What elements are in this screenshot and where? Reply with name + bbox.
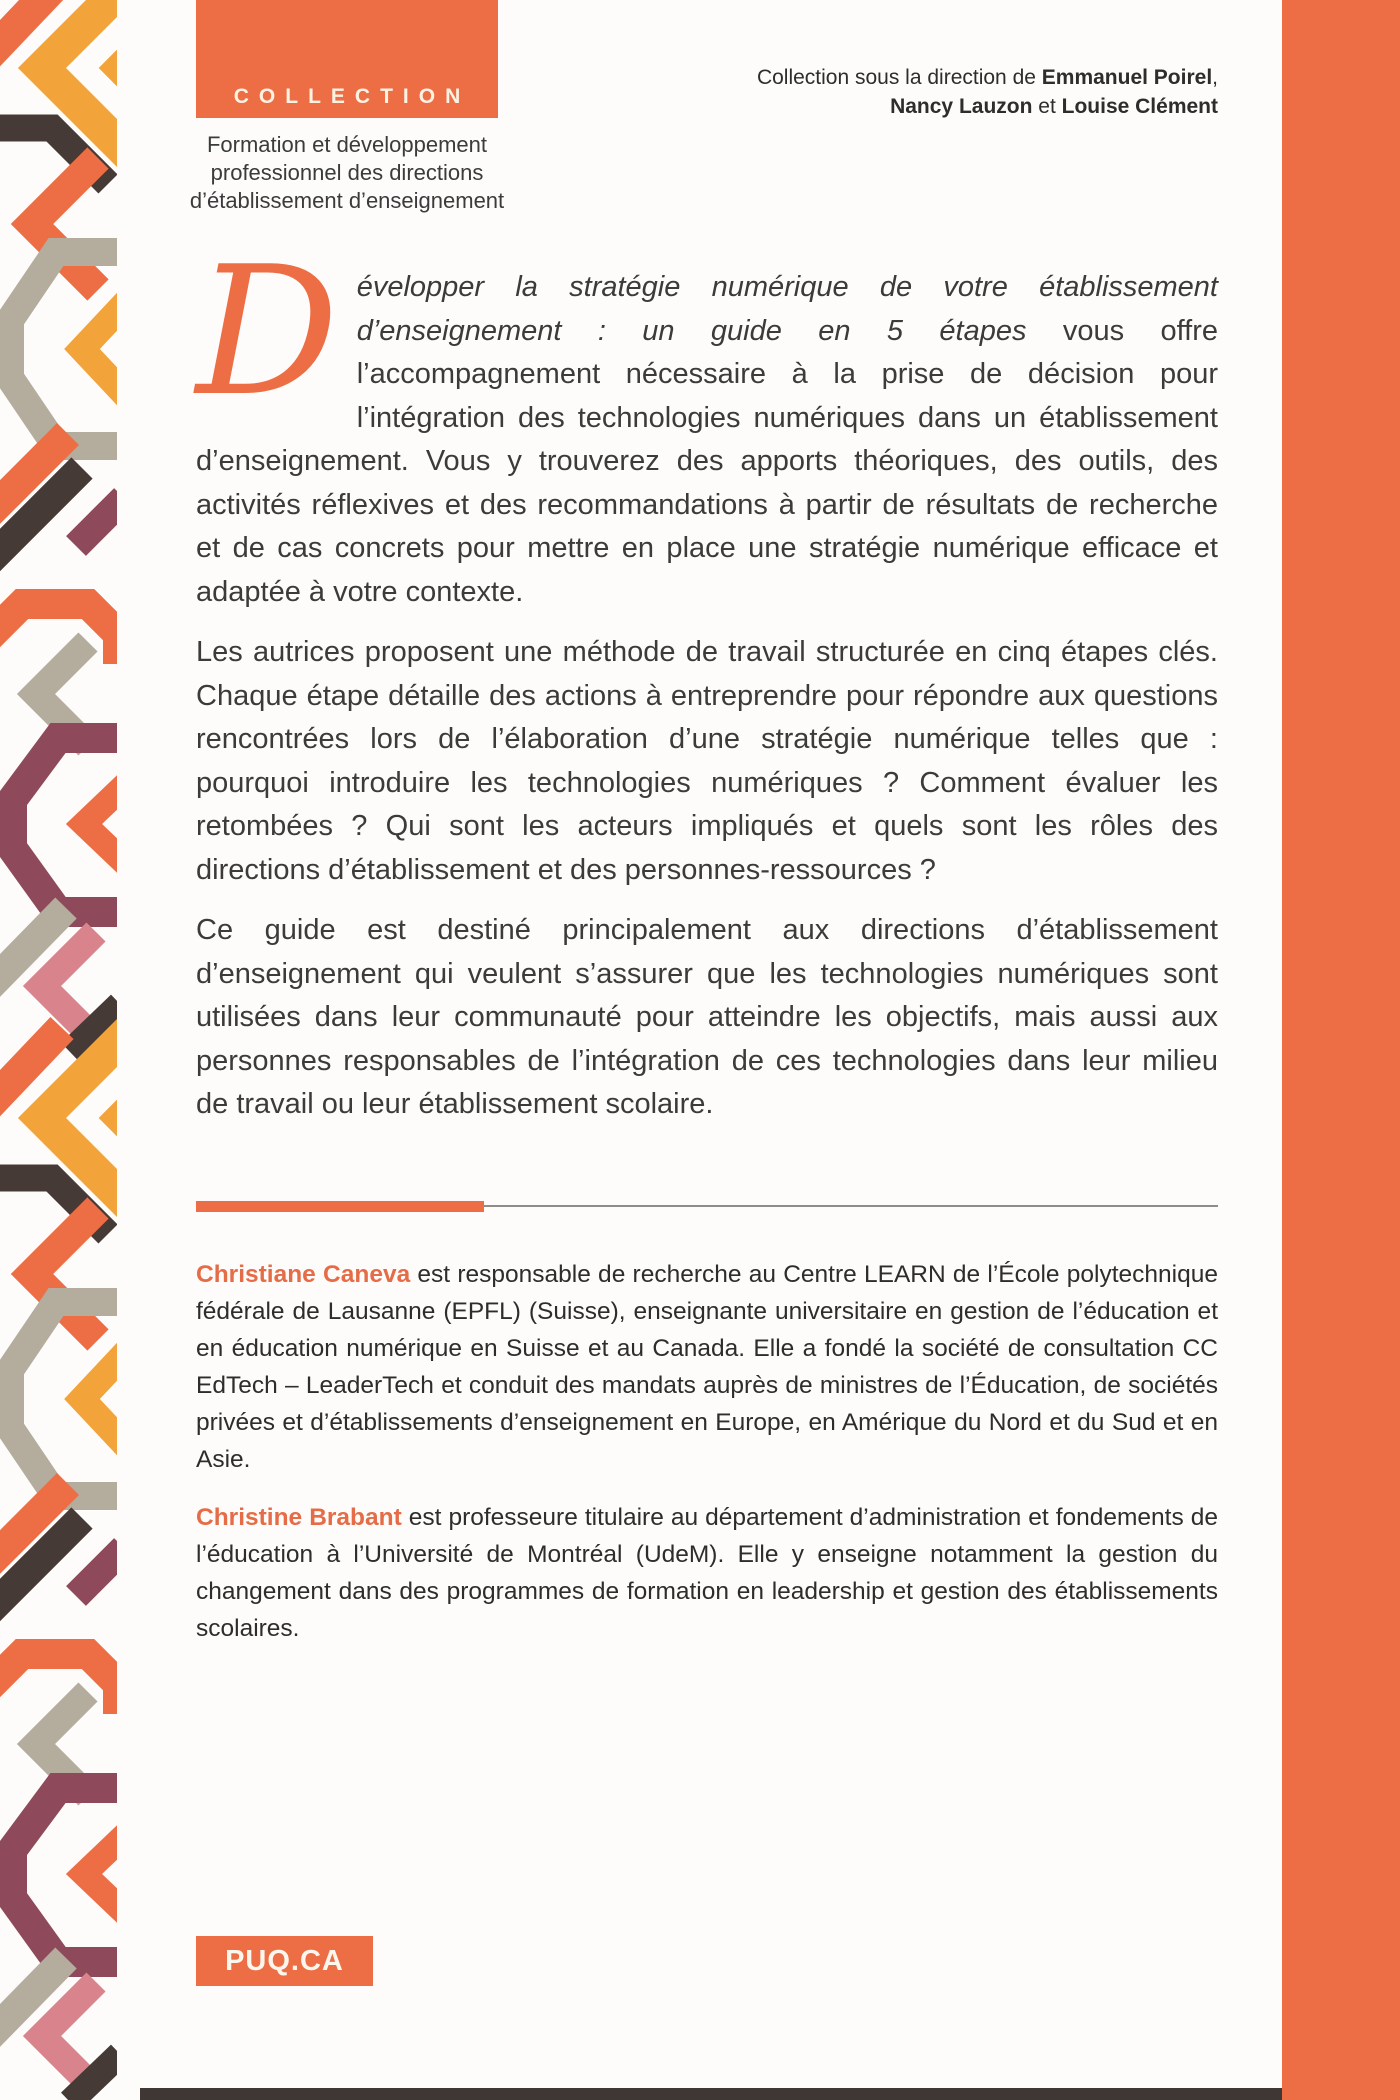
collection-badge-label: COLLECTION	[233, 85, 471, 108]
director-name: Louise Clément	[1061, 95, 1218, 118]
collection-name-line: d’établissement d’enseignement	[189, 188, 505, 213]
collection-directors	[518, 63, 1218, 121]
directors-separator: ,	[1212, 66, 1218, 89]
author-bio-text: est responsable de recherche au Centre LEARN de l’École polytechnique fédérale de Lausanne (EPFL) (Suisse), enseignante universitaire en gestion de l’éducation et en éducation numérique en Suisse et au Canada. Elle a fondé la société de consultation CC EdTech – LeaderTech et conduit des mandats auprès de ministres de l’Éducation, de sociétés privées et d’établissements d’enseignement en Europe, en Amérique du Nord et du Sud et en Asie.	[196, 1261, 1218, 1473]
author-name: Christiane Caneva	[196, 1261, 411, 1288]
directors-separator: et	[1032, 95, 1062, 118]
author-bios	[196, 1256, 1218, 1668]
directors-prefix: Collection sous la direction de	[756, 66, 1042, 89]
synopsis	[196, 228, 1218, 1144]
collection-name	[176, 131, 518, 215]
hexagon-pattern-decoration	[0, 0, 117, 2100]
collection-name-line: professionnel des directions	[210, 160, 484, 185]
divider-orange-segment	[196, 1201, 484, 1212]
synopsis-paragraph-3: Ce guide est destiné principalement aux directions d’établissement d’enseignement qui veulent s’assurer que les technologies numériques sont utilisées dans leur communauté pour atteindre les objectifs, mais aussi aux personnes responsables de l’intégration de ces technologies dans leur milieu de travail ou leur établissement scolaire.	[196, 914, 1218, 1120]
synopsis-paragraph-1	[196, 228, 1218, 614]
author-bio-text: est professeure titulaire au département d’administration et fondements de l’éducation à l’Université de Montréal (UdeM). Elle y enseigne notamment la gestion du changement dans des programmes de formation en leadership et gestion des établissements scolaires.	[196, 1504, 1218, 1642]
book-title: évelopper la stratégie numérique de votre établissement d’enseignement : un guide en 5 étapes	[356, 271, 1218, 347]
collection-directors-line2	[518, 92, 1218, 121]
bottom-accent-strip	[140, 2088, 1282, 2100]
divider-rule	[484, 1205, 1218, 1207]
collection-badge	[196, 0, 498, 118]
dropcap-letter: D	[196, 228, 339, 435]
collection-directors-line1	[518, 63, 1218, 92]
publisher-site-label: PUQ.CA	[225, 1944, 344, 1977]
author-bio	[196, 1499, 1218, 1647]
director-name: Nancy Lauzon	[890, 95, 1033, 118]
collection-name-line: Formation et développement	[206, 132, 488, 157]
author-bio	[196, 1256, 1218, 1478]
publisher-site-badge	[196, 1936, 373, 1986]
synopsis-paragraph-1-text: vous offre l’accompagnement nécessaire à la prise de décision pour l’intégration des technologies numériques dans un établissement d’enseignement. Vous y trouverez des apports théoriques, des outils, des activités réflexives et des recommandations à partir de résultats de recherche et de cas concrets pour mettre en place une stratégie numérique efficace et adaptée à votre contexte.	[196, 314, 1218, 608]
section-divider	[196, 1201, 1218, 1213]
right-accent-bar	[1282, 0, 1400, 2100]
director-name: Emmanuel Poirel	[1041, 66, 1213, 89]
synopsis-paragraph-2: Les autrices proposent une méthode de travail structurée en cinq étapes clés. Chaque étape détaille des actions à entreprendre pour répondre aux questions rencontrées lors de l’élaboration d’une stratégie numérique telles que : pourquoi introduire les technologies numériques ? Comment évaluer les retombées ? Qui sont les acteurs impliqués et quels sont les rôles des directions d’établissement et des personnes-ressources ?	[196, 636, 1218, 886]
author-name: Christine Brabant	[196, 1504, 402, 1531]
